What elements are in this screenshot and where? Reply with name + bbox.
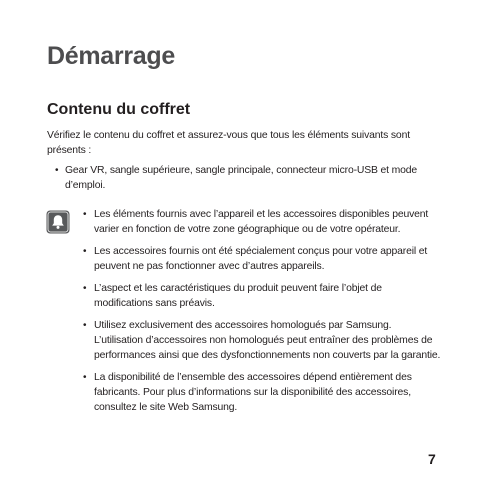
- note-item: [80, 318, 442, 363]
- note-text: La disponibilité de l’ensemble des accessoires dépend entièrement des fabricants. Pour plus d’informations sur la disponibilité des accessoires, consultez le site Web Samsung.: [94, 372, 412, 413]
- bullet: •: [83, 372, 87, 383]
- note-text: Les accessoires fournis ont été spécialement conçus pour votre appareil et peuvent ne pas fonctionner avec d’autres appareils.: [94, 246, 428, 272]
- note-item: [80, 207, 442, 237]
- bell-icon: [46, 210, 70, 234]
- contents-list: [47, 163, 447, 193]
- list-item: [47, 163, 447, 193]
- bullet: •: [83, 320, 87, 331]
- notes-list: [80, 207, 442, 422]
- bullet: •: [83, 209, 87, 220]
- bullet: •: [55, 165, 59, 176]
- note-text: L’aspect et les caractéristiques du produit peuvent faire l’objet de modifications sans préavis.: [94, 283, 382, 309]
- list-item-text: Gear VR, sangle supérieure, sangle principale, connecteur micro-USB et mode d’emploi.: [65, 165, 418, 191]
- bullet: •: [83, 283, 87, 294]
- note-text: Utilisez exclusivement des accessoires homologués par Samsung. L’utilisation d’accessoires non homologués peut entraîner des problèmes de performances ainsi que des dysfonctionnements non couverts par la garantie.: [94, 320, 441, 361]
- note-item: [80, 244, 442, 274]
- note-item: [80, 370, 442, 415]
- section-title: Contenu du coffret: [47, 101, 191, 118]
- note-item: [80, 281, 442, 311]
- page-number: 7: [428, 451, 436, 467]
- page-title: Démarrage: [47, 42, 175, 70]
- bullet: •: [83, 246, 87, 257]
- note-text: Les éléments fournis avec l’appareil et les accessoires disponibles peuvent varier en fonction de votre zone géographique ou de votre opérateur.: [94, 209, 429, 235]
- intro-paragraph: Vérifiez le contenu du coffret et assurez-vous que tous les éléments suivants sont présents :: [47, 130, 410, 156]
